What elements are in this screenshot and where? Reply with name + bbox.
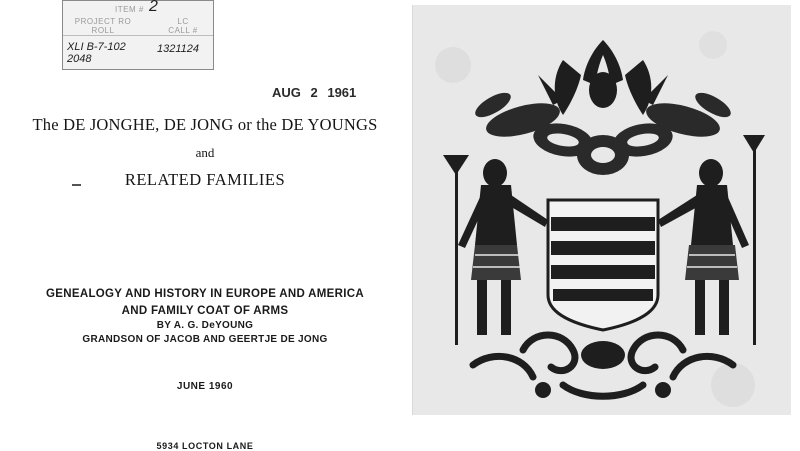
lineage-line: GRANDSON OF JACOB AND GEERTJE DE JONG [82,334,328,345]
subtitle-line-2: AND FAMILY COAT OF ARMS [121,305,289,317]
shield [548,200,658,330]
coat-of-arms-illustration [412,5,791,415]
title-line-2: and [195,145,215,160]
author-line: BY A. G. DeYOUNG [156,320,254,331]
subtitle-line-1: GENEALOGY AND HISTORY IN EUROPE AND AMERICA [46,288,364,300]
coat-of-arms-icon [413,5,791,415]
received-date-stamp: AUG 2 1961 [272,85,357,100]
library-stamp [62,0,214,70]
stamp-item-number: 2 [149,0,158,15]
stamp-code-left: XLI B-7-102 2048 [67,41,126,65]
stamp-label-left: PROJECT RO ROLL [74,17,132,35]
title-line-3: RELATED FAMILIES [124,170,286,189]
stamp-label-right: LC CALL # [168,17,198,35]
stamp-divider [63,35,213,36]
address-line: 5934 LOCTON LANE [156,441,254,451]
publication-date: JUNE 1960 [176,381,234,392]
stamp-code-right: 1321124 [157,43,200,55]
stray-mark [72,184,81,186]
title-line-1: The DE JONGHE, DE JONG or the DE YOUNGS [32,115,378,134]
stamp-label-item: ITEM # [115,5,144,14]
